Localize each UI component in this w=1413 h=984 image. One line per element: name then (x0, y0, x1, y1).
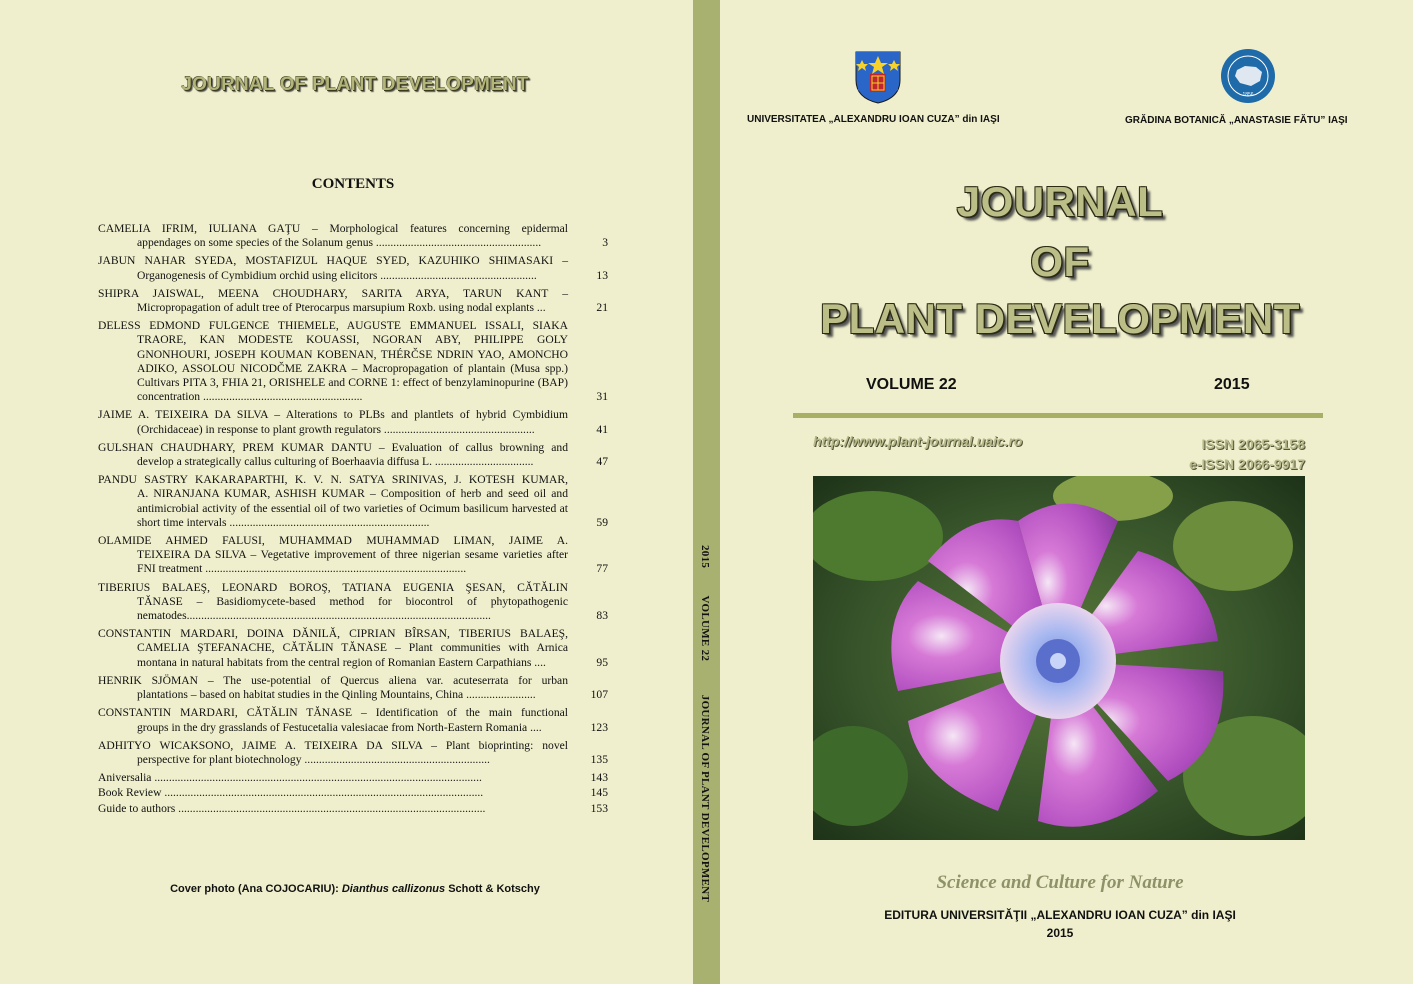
publisher-year: 2015 (1046, 926, 1074, 940)
toc-entry-title: A. NIRANJANA KUMAR, ASHISH KUMAR – Composition of herb and seed oil and antimicrobial activity of the essential oil of two varieties of Ocimum basilicum harvested at short time intervals ..................................................................... (137, 487, 568, 529)
divider-rule (793, 413, 1323, 418)
issn-block (1120, 434, 1305, 474)
toc-entry (98, 802, 608, 816)
cover-photo-credit (120, 883, 590, 895)
toc-page-number: 107 (590, 688, 608, 702)
cover-photo-suffix: Schott & Kotschy (445, 883, 540, 895)
toc-entry-title: TRAORE, KAN MODESTE KOUASSI, NGORAN ABY, PHILIPPE GOLY GNONHOURI, JOSEPH KOUMAN KOBENAN, THÉRČSE NDRIN YAO, AMONCHO ADIKO, ASSOLOU NICODČME ZAKRA – Macropropagation of plantain (Musa spp.) Cultivars PITA 3, FHIA 21, ORISHELE and CORNE 1: effect of benzylaminopurine (BAP) concentration ....................................................... (137, 333, 568, 404)
toc-entry (98, 408, 608, 436)
front-title-line2: OF (1030, 238, 1090, 285)
toc-entry (98, 287, 608, 315)
toc-entry-authors: HENRIK SJÖMAN – The use-potential of Quercus aliena var. acuteserrata for urban (98, 673, 568, 687)
toc-page-number: 123 (590, 720, 608, 734)
front-title-line3: PLANT DEVELOPMENT (820, 295, 1300, 342)
table-of-contents (98, 222, 608, 817)
dianthus-flower-icon (813, 476, 1305, 840)
toc-entry (98, 441, 608, 469)
toc-entry-authors: OLAMIDE AHMED FALUSI, MUHAMMAD MUHAMMAD LIMAN, JAIME A. (98, 534, 568, 548)
cover-photo-prefix: Cover photo (Ana COJOCARIU): (170, 883, 342, 895)
toc-page-number: 31 (596, 390, 608, 404)
front-volume: VOLUME 22 (866, 376, 957, 393)
toc-entry-authors: PANDU SASTRY KAKARAPARTHI, K. V. N. SATYA SRINIVAS, J. KOTESH KUMAR, (98, 473, 568, 487)
contents-heading: CONTENTS (311, 176, 395, 192)
toc-entry (98, 771, 608, 785)
toc-entry-title: plantations – based on habitat studies in the Qinling Mountains, China ........................ (137, 688, 536, 702)
toc-entry-authors: GULSHAN CHAUDHARY, PREM KUMAR DANTU – Evaluation of callus browning and (98, 440, 568, 454)
issn: ISSN 2065-3158 (1201, 436, 1305, 452)
toc-entry-authors: TIBERIUS BALAEŞ, LEONARD BOROŞ, TATIANA EUGENIA ŞESAN, CĂTĂLIN (98, 580, 568, 594)
toc-entry-title: Micropropagation of adult tree of Pterocarpus marsupium Roxb. using nodal explants ... (137, 301, 546, 315)
toc-entry-authors: JABUN NAHAR SYEDA, MOSTAFIZUL HAQUE SYED, KAZUHIKO SHIMASAKI – (98, 254, 568, 268)
garden-seal-year: 1856 (1242, 92, 1254, 98)
toc-page-number: 13 (596, 268, 608, 282)
toc-entry-title: Guide to authors .......................................................................................................... (98, 801, 486, 815)
toc-page-number: 83 (596, 609, 608, 623)
toc-page-number: 143 (590, 771, 608, 785)
toc-entry-authors: DELESS EDMOND FULGENCE THIEMELE, AUGUSTE EMMANUEL ISSALI, SIAKA (98, 319, 568, 333)
spine-text (696, 545, 718, 903)
front-title-line1: JOURNAL (956, 178, 1164, 225)
cover-photo-species: Dianthus callizonus (341, 883, 446, 895)
toc-entry-title: groups in the dry grasslands of Festucetalia valesiacae from North-Eastern Romania .... (137, 720, 542, 734)
botanical-garden-name: GRĂDINA BOTANICĂ „ANASTASIE FĂTU” IAŞI (1125, 115, 1348, 126)
journal-url: http://www.plant-journal.uaic.ro (813, 433, 1023, 449)
toc-page-number: 145 (590, 786, 608, 800)
toc-entry-title: perspective for plant biotechnology ................................................................ (137, 752, 490, 766)
eissn: e-ISSN 2066-9917 (1189, 456, 1305, 472)
spine-year: 2015 (699, 545, 711, 569)
toc-entry-title: Organogenesis of Cymbidium orchid using elicitors ...................................................... (137, 268, 537, 282)
toc-entry-title: Book Review .............................................................................................................. (98, 786, 484, 800)
toc-entry-authors: CONSTANTIN MARDARI, CĂTĂLIN TĂNASE – Identification of the main functional (98, 706, 568, 720)
toc-entry-title: TEIXEIRA DA SILVA – Vegetative improvement of three nigerian sesame varieties after FNI treatment .......................................................................................... (137, 548, 568, 576)
back-journal-title: JOURNAL OF PLANT DEVELOPMENT (181, 74, 529, 95)
toc-entry (98, 581, 608, 624)
toc-page-number: 21 (596, 301, 608, 315)
publisher: EDITURA UNIVERSITĂŢII „ALEXANDRU IOAN CUZA” din IAŞI (884, 908, 1236, 922)
toc-entry (98, 706, 608, 734)
toc-page-number: 95 (596, 655, 608, 669)
toc-entry (98, 319, 608, 404)
university-name: UNIVERSITATEA „ALEXANDRU IOAN CUZA” din IAŞI (747, 114, 1000, 125)
toc-page-number: 41 (596, 422, 608, 436)
spine-label (699, 545, 711, 902)
toc-entry-title: appendages on some species of the Solanum genus ......................................................... (137, 236, 542, 250)
toc-entry (98, 534, 608, 577)
toc-entry (98, 786, 608, 800)
toc-page-number: 153 (590, 801, 608, 815)
toc-entry-title: develop a strategically callus culturing of Boerhaavia diffusa L. .................................. (137, 455, 534, 469)
toc-entry-authors: ADHITYO WICAKSONO, JAIME A. TEIXEIRA DA SILVA – Plant bioprinting: novel (98, 738, 568, 752)
toc-entry-authors: SHIPRA JAISWAL, MEENA CHOUDHARY, SARITA ARYA, TARUN KANT – (98, 286, 568, 300)
toc-entry (98, 627, 608, 670)
toc-entry-authors: JAIME A. TEIXEIRA DA SILVA – Alterations to PLBs and plantlets of hybrid Cymbidium (98, 408, 568, 422)
university-crest-icon (850, 46, 906, 104)
toc-entry (98, 739, 608, 767)
spine-title: JOURNAL OF PLANT DEVELOPMENT (699, 694, 711, 903)
toc-entry-title: Aniversalia ................................................................................................................. (98, 771, 482, 785)
botanical-garden-seal-icon (1220, 48, 1276, 104)
toc-entry (98, 254, 608, 282)
toc-page-number: 47 (596, 455, 608, 469)
cover-flower-photo (813, 476, 1305, 840)
toc-entry-title: CAMELIA ŞTEFANACHE, CĂTĂLIN TĂNASE – Plant communities with Arnica montana in natural habitats from the central region of Romanian Eastern Carpathians .... (137, 641, 568, 669)
toc-page-number: 77 (596, 562, 608, 576)
toc-entry (98, 674, 608, 702)
toc-entry-authors: CAMELIA IFRIM, IULIANA GAŢU – Morphological features concerning epidermal (98, 222, 568, 235)
toc-entry-title: TĂNASE – Basidiomycete-based method for biocontrol of phytopathogenic nematodes......................................................................................................... (137, 594, 568, 623)
toc-page-number: 59 (596, 515, 608, 529)
journal-motto: Science and Culture for Nature (936, 872, 1184, 893)
toc-entry (98, 473, 608, 530)
toc-entry-authors: CONSTANTIN MARDARI, DOINA DĂNILĂ, CIPRIAN BÎRSAN, TIBERIUS BALAEŞ, (98, 627, 568, 641)
toc-page-number: 135 (590, 752, 608, 766)
toc-page-number: 3 (602, 236, 608, 250)
spine-volume: VOLUME 22 (699, 595, 711, 662)
toc-entry-title: (Orchidaceae) in response to plant growth regulators .................................................... (137, 422, 535, 436)
toc-entry (98, 222, 608, 250)
front-year: 2015 (1214, 376, 1250, 393)
